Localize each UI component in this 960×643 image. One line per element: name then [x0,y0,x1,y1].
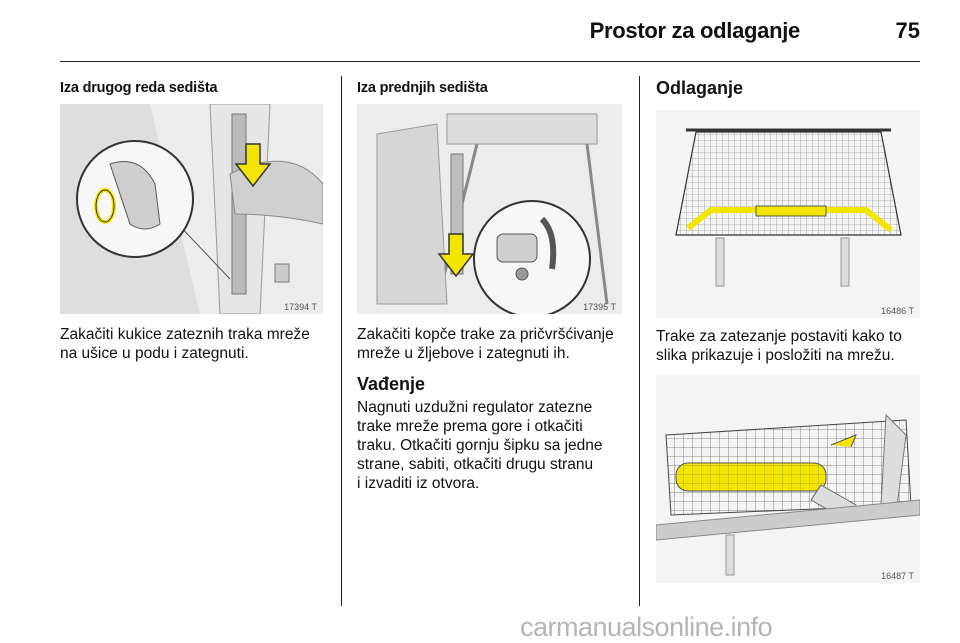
col2-text: Zakačiti kopče trake za pričvršćivanje mreže u žljebove i zategnuti ih. [357,326,614,362]
section-heading-removal: Vađenje [357,374,426,394]
figure-front-seat-clips [357,104,622,314]
col1-text: Zakačiti kukice zateznih traka mreže na ušice u podu i zategnuti. [60,326,310,362]
figure-code: 17394 T [284,302,317,312]
header-rule [60,61,920,62]
figure-net-rolled [656,375,920,583]
figure-code: 17395 T [583,302,616,312]
figure-net-storage [656,110,920,318]
col2-heading: Iza prednjih sedišta [357,80,488,96]
col3-heading: Odlaganje [656,78,744,98]
figure-code: 16486 T [881,306,914,316]
col3-text: Trake za zatezanje postaviti kako to slika prikazuje i posložiti na mrežu. [656,328,902,364]
page-title: Prostor za odlaganje [589,18,800,43]
col2-section-text: Nagnuti uzdužni regulator zatezne trake mreže prema gore i otkačiti traku. Otkačiti gornju šipku sa jedne strane, sabiti, otkačiti drugu stranu i izvaditi iz otvora. [357,399,603,492]
watermark-link[interactable]: carmanualsonline.info [520,612,773,642]
figure-code: 16487 T [881,571,914,581]
figure-rear-seat-hooks [60,104,323,314]
column-divider [639,76,640,606]
page-number: 75 [895,18,920,43]
column-divider [341,76,342,606]
col1-heading: Iza drugog reda sedišta [60,80,218,96]
